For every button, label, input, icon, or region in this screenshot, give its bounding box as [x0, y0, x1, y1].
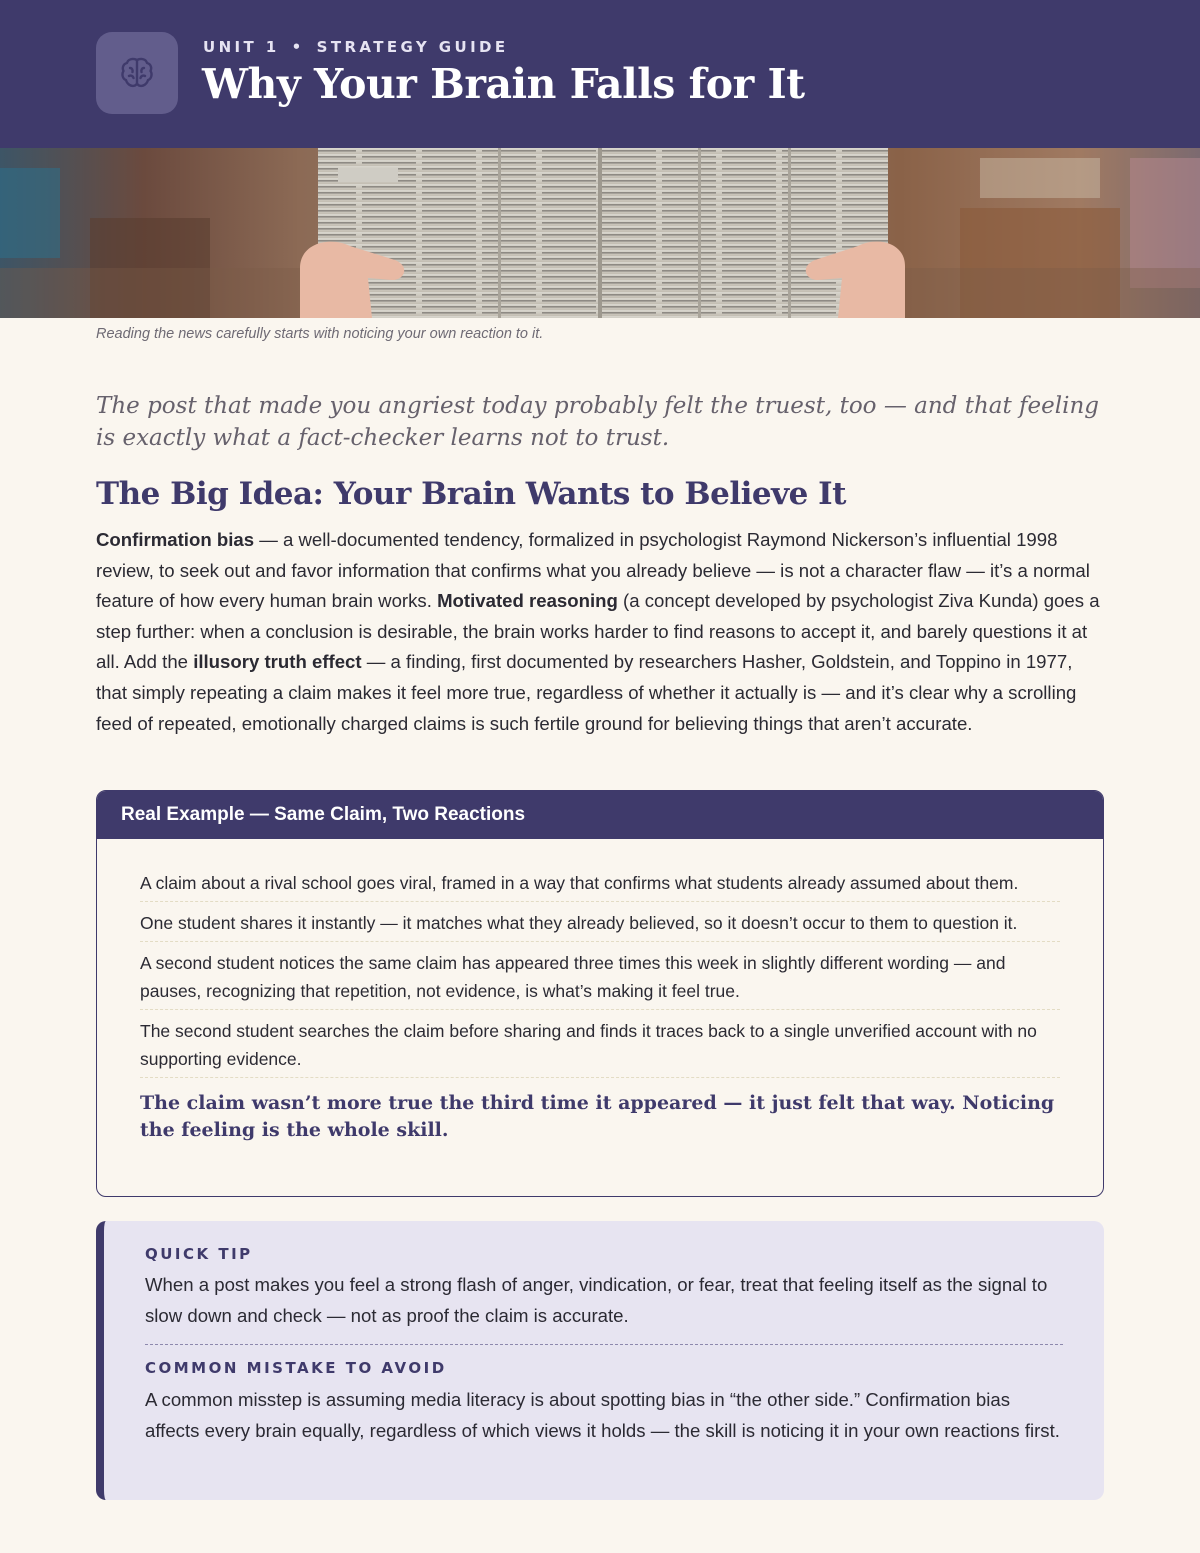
page-header — [0, 0, 1200, 148]
example-list — [140, 869, 1060, 1144]
page-title: Why Your Brain Falls for It — [202, 60, 805, 108]
quick-tip-label: QUICK TIP — [145, 1245, 253, 1263]
example-conclusion: The claim wasn’t more true the third time it appeared — it just felt that way. Noticing the feeling is the whole skill. — [140, 1092, 1055, 1141]
body-segment: — a well-documented tendency, formalized in psychologist Raymond Nickerson’s influential 1998 review, to seek out and favor information that confirms what you already believe — is not a character flaw — it’s a normal feature of how every human brain works. — [96, 529, 1090, 612]
eyebrow — [203, 38, 509, 56]
eyebrow-section: STRATEGY GUIDE — [316, 38, 509, 56]
hero-caption: Reading the news carefully starts with noticing your own reaction to it. — [96, 326, 544, 342]
example-box — [96, 790, 1104, 1197]
tip-divider — [145, 1344, 1063, 1345]
tip-box — [96, 1221, 1104, 1500]
example-step: The second student searches the claim before sharing and finds it traces back to a single unverified account with no supporting evidence. — [140, 1017, 1060, 1078]
example-step: A second student notices the same claim has appeared three times this week in slightly different wording — and pauses, recognizing that repetition, not evidence, is what’s making it feel true. — [140, 949, 1060, 1010]
term-illusory-truth-effect: illusory truth effect — [193, 651, 362, 673]
eyebrow-separator: • — [291, 38, 305, 56]
mistake-text: A common misstep is assuming media literacy is about spotting bias in “the other side.” Confirmation bias affects every brain equally, regardless of which views it holds — the skill is noticing it in your own reactions first. — [145, 1389, 1060, 1441]
body-segment: (a concept developed by psychologist Ziva Kunda) goes a step further: when a conclusion is desirable, the brain works harder to find reasons to accept it, and barely questions it at all. Add the — [96, 590, 1100, 673]
example-step: One student shares it instantly — it matches what they already believed, so it doesn’t occur to them to question it. — [140, 909, 1060, 942]
example-header: Real Example — Same Claim, Two Reactions — [97, 791, 1103, 839]
hero-image — [0, 148, 1200, 318]
eyebrow-unit: UNIT 1 — [203, 38, 280, 56]
term-motivated-reasoning: Motivated reasoning — [437, 590, 618, 612]
example-step: A claim about a rival school goes viral, framed in a way that confirms what students already assumed about them. — [140, 869, 1060, 902]
body-segment: — a finding, first documented by researchers Hasher, Goldstein, and Toppino in 1977, that simply repeating a claim makes it feel more true, regardless of whether it actually is — and it’s clear why a scrolling feed of repeated, emotionally charged claims is such fertile ground for believing things that aren’t accurate. — [96, 651, 1077, 734]
term-confirmation-bias: Confirmation bias — [96, 529, 255, 550]
brain-icon — [96, 32, 178, 114]
mistake-label: COMMON MISTAKE TO AVOID — [145, 1359, 447, 1377]
big-idea-body — [96, 525, 1106, 739]
pull-quote: The post that made you angriest today probably felt the truest, too — and that feeling is exactly what a fact-checker learns not to trust. — [96, 393, 1100, 451]
quick-tip-text: When a post makes you feel a strong flash of anger, vindication, or fear, treat that feeling itself as the signal to slow down and check — not as proof the claim is accurate. — [145, 1274, 1048, 1326]
section-heading: The Big Idea: Your Brain Wants to Believe It — [96, 476, 846, 512]
